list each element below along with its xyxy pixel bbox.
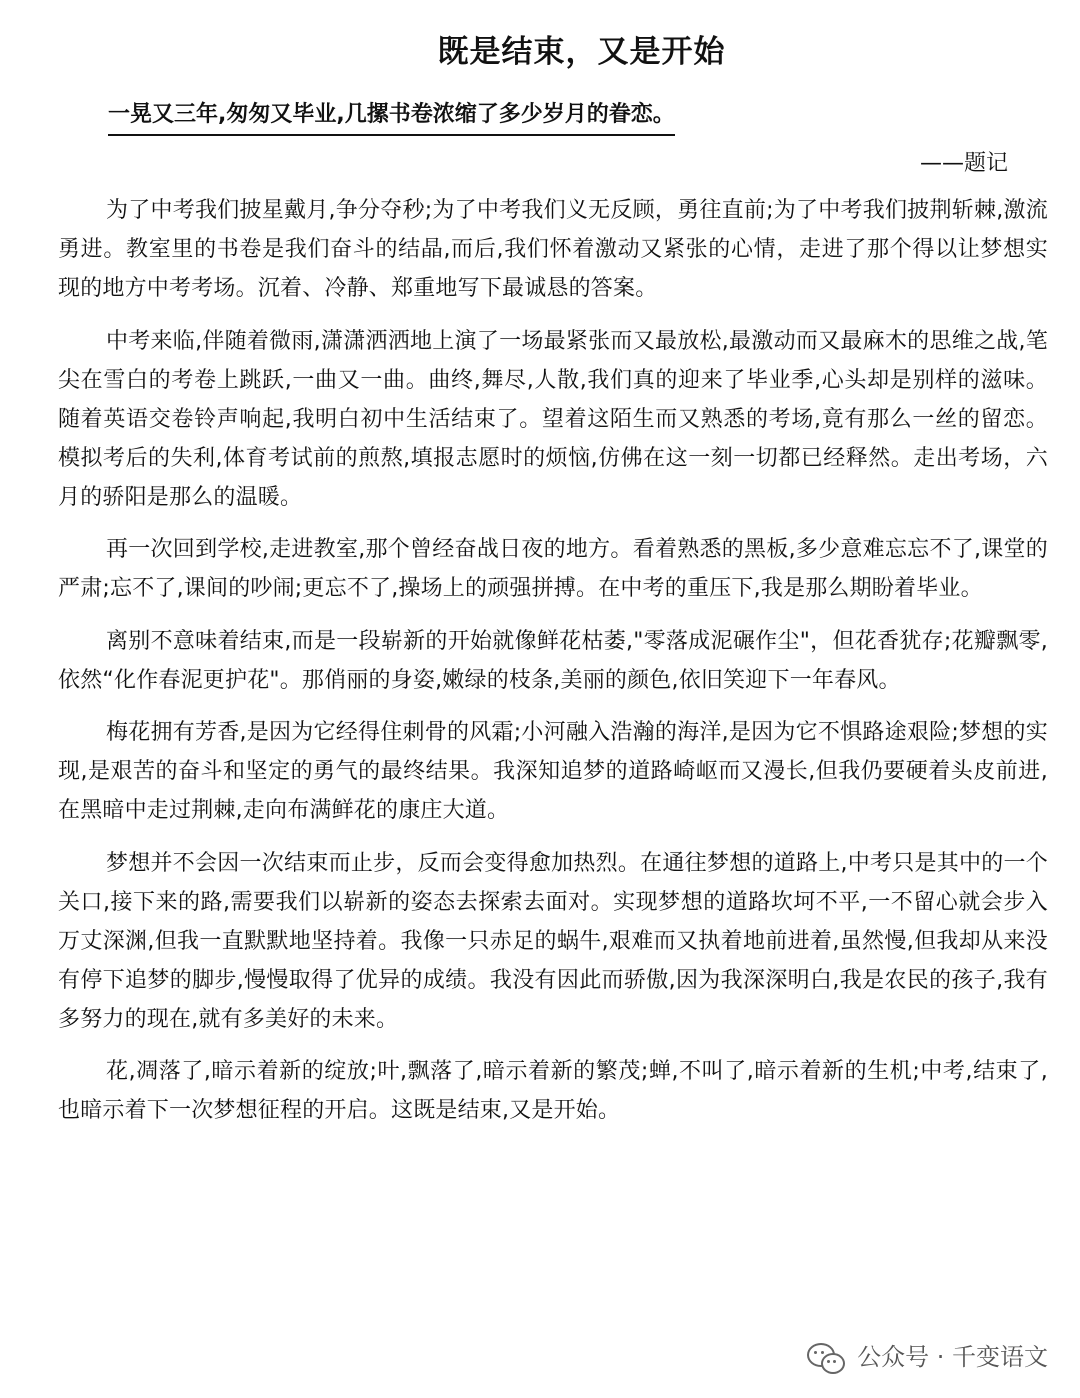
paragraph-2: 中考来临,伴随着微雨,潇潇洒洒地上演了一场最紧张而又最放松,最激动而又最麻木的思维之战,笔尖在雪白的考卷上跳跃,一曲又一曲。曲终,舞尽,人散,我们真的迎来了毕业季,心头却是别样的滋味。随着英语交卷铃声响起,我明白初中生活结束了。望着这陌生而又熟悉的考场,竟有那么一丝的留恋。模拟考后的失利,体育考试前的煎熬,填报志愿时的烦恼,仿佛在这一刻一切都已经释然。走出考场，六月的骄阳是那么的温暖。 (58, 328, 1048, 510)
paragraph-3: 再一次回到学校,走进教室,那个曾经奋战日夜的地方。看着熟悉的黑板,多少意难忘忘不了,课堂的严肃;忘不了,课间的吵闹;更忘不了,操场上的顽强拼搏。在中考的重压下,我是那么期盼着毕业。 (58, 537, 1048, 601)
paragraph-4: 离别不意味着结束,而是一段崭新的开始就像鲜花枯萎,"零落成泥碾作尘"，但花香犹存;花瓣飘零,依然“化作春泥更护花"。那俏丽的身姿,嫩绿的枝条,美丽的颜色,依旧笑迎下一年春风。 (58, 628, 1048, 693)
paragraph-5: 梅花拥有芳香,是因为它经得住刺骨的风霜;小河融入浩瀚的海洋,是因为它不惧路途艰险;梦想的实现,是艰苦的奋斗和坚定的勇气的最终结果。我深知追梦的道路崎岖而又漫长,但我仍要硬着头皮前进,在黑暗中走过荆棘,走向布满鲜花的康庄大道。 (58, 720, 1048, 823)
epigraph-attribution: ——题记 (919, 151, 1008, 176)
paragraph-6: 梦想并不会因一次结束而止步，反而会变得愈加热烈。在通往梦想的道路上,中考只是其中的一个关口,接下来的路,需要我们以崭新的姿态去探索去面对。实现梦想的道路坎坷不平,一不留心就会步入万丈深渊,但我一直默默地坚持着。我像一只赤足的蜗牛,艰难而又执着地前进着,虽然慢,但我却从来没有停下追梦的脚步,慢慢取得了优异的成绩。我没有因此而骄傲,因为我深深明白,我是农民的孩子,我有多努力的现在,就有多美好的未来。 (58, 850, 1048, 1032)
watermark-text: 公众号 · 千变语文 (857, 1343, 1048, 1371)
watermark (807, 1340, 1048, 1374)
paragraph-1: 为了中考我们披星戴月,争分夺秒;为了中考我们义无反顾，勇往直前;为了中考我们披荆斩棘,激流勇进。教室里的书卷是我们奋斗的结晶,而后,我们怀着激动又紧张的心情，走进了那个得以让梦想实现的地方中考考场。沉着、冷静、郑重地写下最诚恳的答案。 (58, 198, 1048, 301)
epigraph: 一晃又三年,匆匆又毕业,几摞书卷浓缩了多少岁月的眷恋。 (108, 98, 675, 136)
wechat-icon (807, 1341, 847, 1373)
essay-body (58, 191, 1048, 1144)
paragraph-7: 花,凋落了,暗示着新的绽放;叶,飘落了,暗示着新的繁茂;蝉,不叫了,暗示着新的生机;中考,结束了,也暗示着下一次梦想征程的开启。这既是结束,又是开始。 (58, 1059, 1048, 1123)
essay-title: 既是结束，又是开始 (437, 34, 726, 70)
